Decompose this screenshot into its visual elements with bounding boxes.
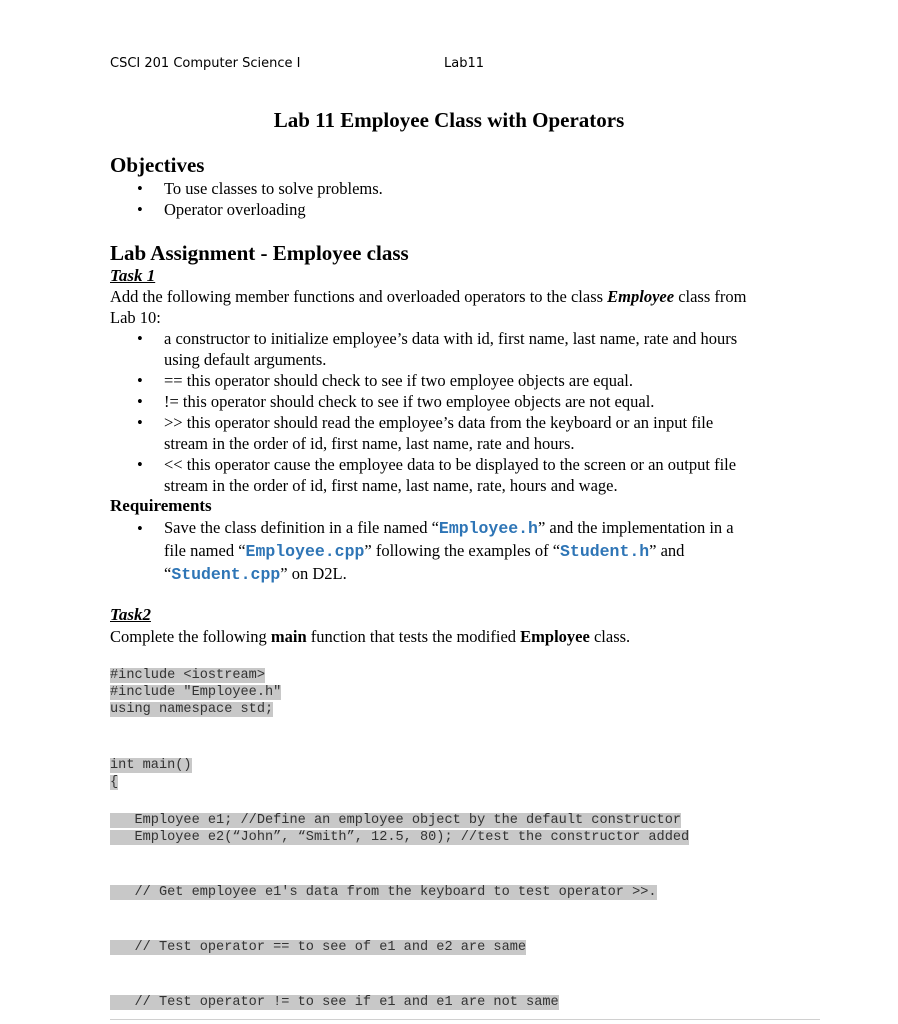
- bullet-dot: •: [137, 329, 143, 348]
- code-line-open-brace: {: [110, 775, 119, 790]
- class-name-employee: Employee: [607, 287, 675, 306]
- requirements-heading: Requirements: [110, 496, 212, 515]
- code-line-test-equal: // Test operator == to see of e1 and e2 are same: [110, 940, 527, 955]
- task1-item: a constructor to initialize employee’s data with id, first name, last name, rate and hours: [164, 329, 738, 348]
- code-line-include-employee: #include "Employee.h": [110, 685, 282, 700]
- task1-item: >> this operator should read the employee’s data from the keyboard or an input file: [164, 413, 714, 432]
- task1-intro-line2: Lab 10:: [110, 308, 161, 327]
- task1-label: Task 1: [110, 266, 156, 285]
- bullet-dot: •: [137, 455, 143, 474]
- header-course: CSCI 201 Computer Science I: [110, 56, 301, 71]
- objective-item: Operator overloading: [164, 200, 306, 219]
- task1-item-cont: stream in the order of id, first name, last name, rate, hours and wage.: [164, 476, 618, 495]
- bullet-dot: •: [137, 519, 143, 538]
- page-title: Lab 11 Employee Class with Operators: [273, 108, 625, 132]
- task1-item-cont: stream in the order of id, first name, last name, rate and hours.: [164, 434, 575, 453]
- requirements-line-1: Save the class definition in a file named “Employee.h” and the implementation in a: [164, 518, 734, 538]
- bullet-dot: •: [137, 200, 143, 219]
- code-line-include-iostream: #include <iostream>: [110, 668, 265, 683]
- objective-item: To use classes to solve problems.: [164, 179, 383, 198]
- code-line-get-data: // Get employee e1's data from the keyboard to test operator >>.: [110, 885, 657, 900]
- bullet-dot: •: [137, 413, 143, 432]
- task2-label: Task2: [110, 605, 151, 624]
- filename-employee-h: Employee.h: [438, 519, 538, 538]
- page-bottom-rule: [110, 1019, 820, 1020]
- bullet-dot: •: [137, 371, 143, 390]
- assignment-heading: Lab Assignment - Employee class: [110, 241, 409, 265]
- task1-item: != this operator should check to see if two employee objects are not equal.: [164, 392, 655, 411]
- task1-item-cont: using default arguments.: [164, 350, 327, 369]
- bullet-dot: •: [137, 179, 143, 198]
- filename-student-h: Student.h: [560, 542, 650, 561]
- task1-item: << this operator cause the employee data to be displayed to the screen or an output file: [164, 455, 737, 474]
- code-line-e2: Employee e2(“John”, “Smith”, 12.5, 80); //test the constructor added: [110, 830, 690, 845]
- code-line-e1: Employee e1; //Define an employee object by the default constructor: [110, 813, 682, 828]
- code-line-using-namespace: using namespace std;: [110, 702, 274, 717]
- task1-intro: Add the following member functions and overloaded operators to the class Employee class from: [110, 287, 747, 306]
- requirements-line-2: file named “Employee.cpp” following the examples of “Student.h” and: [164, 541, 685, 561]
- task2-description: Complete the following main function that tests the modified Employee class.: [110, 627, 631, 646]
- objectives-heading: Objectives: [110, 153, 205, 177]
- task1-item: == this operator should check to see if two employee objects are equal.: [164, 371, 634, 390]
- requirements-line-3: “Student.cpp” on D2L.: [164, 564, 347, 584]
- filename-student-cpp: Student.cpp: [171, 565, 281, 584]
- header-lab: Lab11: [444, 56, 485, 71]
- code-line-int-main: int main(): [110, 758, 192, 773]
- filename-employee-cpp: Employee.cpp: [245, 542, 365, 561]
- bullet-dot: •: [137, 392, 143, 411]
- code-line-test-not-equal: // Test operator != to see if e1 and e1 are not same: [110, 995, 559, 1010]
